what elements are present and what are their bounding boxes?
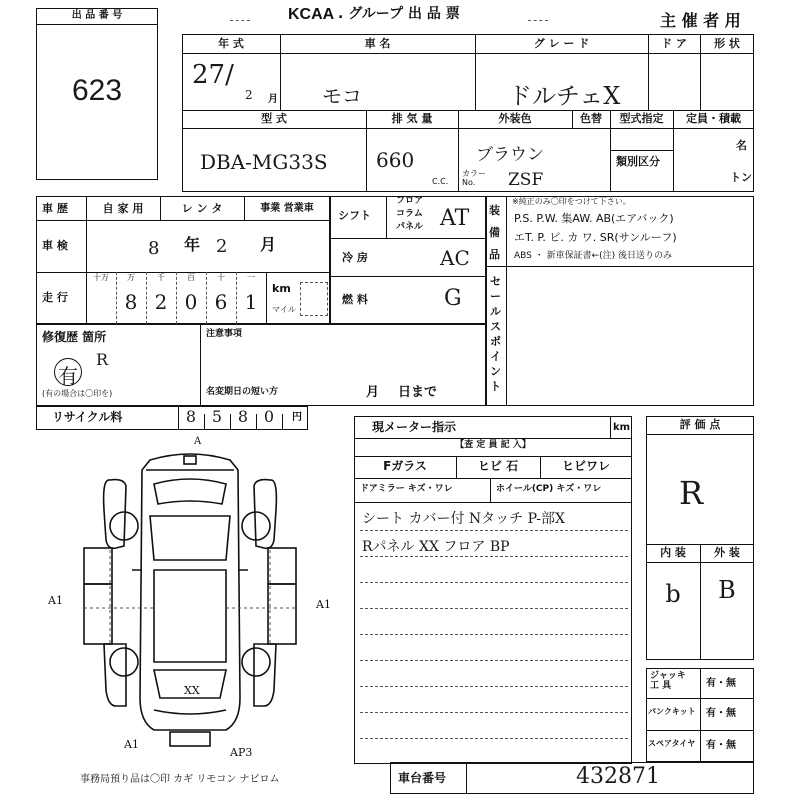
fuel-label: 燃 料 (342, 293, 368, 306)
mileage-digit: 1 (244, 290, 258, 314)
repair-circle (54, 358, 82, 386)
chassis-value: 432871 (576, 764, 660, 789)
shift-label: シフト (338, 209, 371, 222)
grade-label: グ レ ー ド (533, 37, 590, 50)
color-no-label: カラー No. (462, 169, 486, 187)
recycle-digit: 0 (263, 407, 275, 426)
color-no-value: ZSF (508, 170, 544, 190)
mileage-unit-divider (266, 272, 267, 324)
tool-spare-label: スペアタイヤ (648, 739, 696, 748)
sales-point-label: セールスポイント (490, 275, 501, 393)
f-glass-label: Fガラス (383, 459, 427, 473)
exterior-color-label: 外装色 (498, 112, 532, 125)
diagram-mark-rear-bumper: AP3 (230, 746, 253, 759)
inspector-header: 【査 定 員 記 入】 (455, 440, 531, 450)
capacity-label: 定員・積載 (686, 112, 741, 125)
recycle-label: リサイクル料 (52, 410, 123, 424)
history-business: 事業 営業車 (260, 203, 314, 214)
inspector-note-1: シート カバー付 Nタッチ P-部X (362, 511, 565, 527)
title-brand: KCAA (288, 6, 335, 23)
lot-number-value: 623 (71, 74, 123, 107)
equipment-row-1: P.S. P.W. 集AW. AB(エアバック) (514, 212, 674, 225)
equipment-note: ※純正のみ〇印をつけて下さい。 (512, 197, 631, 206)
year-label: 年 式 (218, 37, 244, 50)
mileage-place-label: 十万 (93, 273, 109, 282)
hibiware-label: ヒビワレ (561, 459, 610, 473)
recycle-digit: 5 (211, 407, 223, 426)
inspection-year-unit: 年 (184, 235, 201, 254)
registration-day-unit: 日まで (398, 385, 438, 400)
mileage-digit: 6 (214, 290, 228, 314)
door-mirror-label: ドアミラー キズ・ワレ (360, 484, 453, 494)
inspection-year-value: 8 (148, 238, 160, 259)
grade-value: R (678, 474, 704, 512)
meter-label: 現メーター指示 (372, 420, 457, 434)
equipment-side-label: 装備品 (489, 204, 500, 261)
type-designation-label: 型式指定 (619, 112, 664, 125)
history-rental: レ ン タ (181, 202, 223, 215)
shift-floor: フロア (396, 196, 424, 206)
recycle-digit: 8 (185, 407, 197, 426)
grade-value: ドルチェX (508, 82, 621, 110)
ac-label: 冷 房 (342, 251, 368, 264)
car-name-value: モコ (322, 84, 362, 108)
color-value: ブラウン (476, 145, 544, 165)
recycle-divider (282, 414, 283, 430)
chassis-label: 車台番号 (398, 771, 447, 785)
mileage-place-label: 一 (247, 273, 255, 282)
shape-label: 形 状 (714, 37, 740, 50)
mileage-place-label: 十 (217, 273, 225, 282)
shift-column: コラム (396, 209, 423, 219)
mileage-digit: 8 (124, 290, 138, 314)
inspection-month-value: 2 (216, 236, 228, 257)
tool-puncture-value: 有・無 (706, 708, 736, 719)
displacement-value: 660 (376, 148, 415, 172)
displacement-label: 排 気 量 (391, 112, 433, 125)
model-label: 型 式 (261, 112, 287, 125)
equipment-row-2: エT. P. ビ. カ ワ. SR(サンルーフ) (514, 231, 677, 244)
ac-value: AC (440, 246, 470, 270)
ton-unit: トン (730, 171, 752, 184)
organizer-label: 主 催 者 用 (660, 11, 741, 30)
mileage-check-box (300, 282, 328, 316)
inspector-note-2: Rパネル XX フロア BP (362, 539, 510, 555)
diagram-mark-left: A1 (48, 594, 63, 607)
mileage-unit-km: km (272, 282, 291, 295)
mileage-digit: 2 (154, 290, 168, 314)
mileage-place-label: 万 (127, 273, 135, 282)
history-label: 車 歴 (42, 202, 68, 215)
inspection-month-unit: 月 (260, 235, 277, 254)
person-unit: 名 (736, 139, 747, 152)
interior-label: 内 装 (660, 546, 686, 559)
equipment-row-3: ABS ・ 新車保証書←(注) 後日送りのみ (514, 251, 673, 261)
car-damage-diagram (40, 430, 340, 775)
repair-mark: R (96, 350, 109, 369)
title-text: . グループ 出 品 票 (338, 6, 460, 22)
shift-value: AT (440, 206, 470, 231)
month-value: 2 (245, 88, 253, 102)
tool-spare-value: 有・無 (706, 740, 736, 751)
meter-unit: km (613, 422, 631, 433)
equipment-table (486, 196, 754, 406)
exterior-label: 外 装 (714, 546, 740, 559)
mileage-place-label: 千 (157, 273, 165, 282)
diagram-mark-rear-left: A1 (124, 738, 139, 751)
wheel-label: ホイール(CP) キズ・ワレ (496, 484, 602, 494)
grade-label: 評 価 点 (679, 418, 721, 431)
repair-value: 有 (58, 364, 78, 388)
fuel-value: G (444, 286, 462, 311)
mileage-unit-mile: マイル (272, 305, 296, 314)
category-label: 類別区分 (616, 155, 660, 168)
hibi-ishi-label: ヒビ 石 (477, 459, 519, 473)
diagram-mark-right: A1 (316, 598, 331, 611)
model-value: DBA-MG33S (200, 150, 328, 174)
month-unit: 月 (268, 94, 278, 105)
shift-panel: パネル (396, 222, 424, 232)
inspection-label: 車 検 (42, 239, 68, 252)
history-private: 自 家 用 (102, 202, 144, 215)
exterior-value: B (718, 576, 736, 604)
recycle-unit: 円 (292, 412, 302, 423)
year-value: 27/ (192, 60, 234, 90)
registration-label: 名変期日の短い方 (206, 387, 279, 397)
tool-jack-label: ジャッキ 工 具 (650, 671, 686, 691)
repair-note: (有の場合は〇印を) (42, 389, 113, 398)
mileage-digit: 0 (184, 290, 198, 314)
door-label: ド ア (661, 37, 687, 50)
office-note: 事務局預り品は〇印 カギ リモコン ナビロム (80, 774, 280, 785)
lot-number-label: 出 品 番 号 (71, 10, 123, 21)
attention-label: 注意事項 (206, 329, 243, 339)
mileage-place-label: 百 (187, 273, 195, 282)
repaint-label: 色替 (580, 112, 602, 125)
interior-value: b (665, 580, 681, 608)
mileage-label: 走 行 (42, 291, 68, 304)
recycle-digit: 8 (237, 407, 249, 426)
tool-puncture-label: パンクキット (648, 707, 696, 716)
registration-month-unit: 月 (366, 385, 380, 400)
cc-unit: C.C. (432, 177, 449, 186)
car-name-label: 車 名 (364, 37, 391, 50)
diagram-mark-rear-panel: XX (184, 684, 200, 697)
tool-jack-value: 有・無 (706, 678, 736, 689)
diagram-mark-front: A (194, 436, 202, 447)
repair-label: 修復歴 箇所 (42, 330, 107, 344)
